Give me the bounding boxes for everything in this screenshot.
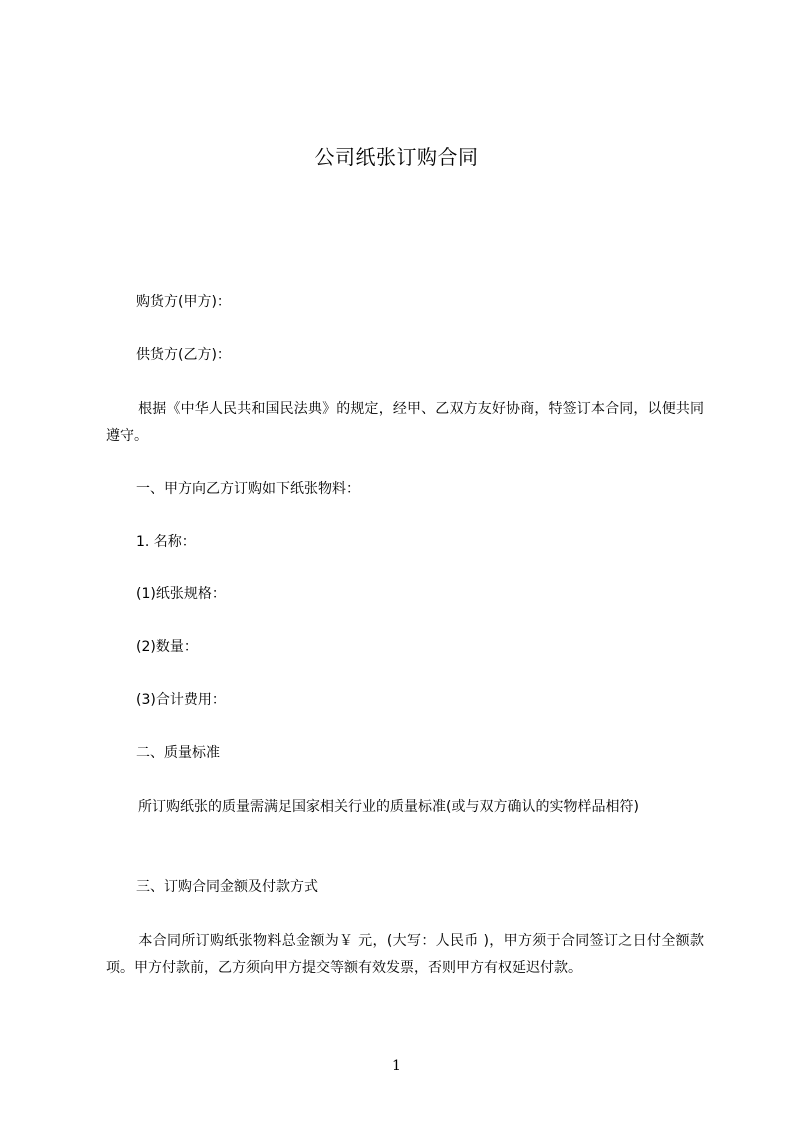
- item-quantity-line: (2)数量：: [136, 639, 198, 655]
- seller-line: 供货方(乙方)：: [136, 347, 231, 363]
- section1-heading: 一、甲方向乙方订购如下纸张物料：: [136, 481, 360, 497]
- section3-heading: 三、订购合同金额及付款方式: [136, 879, 318, 895]
- section2-text: 所订购纸张的质量需满足国家相关行业的质量标准(或与双方确认的实物样品相符): [138, 799, 639, 815]
- item-cost-line: (3)合计费用：: [136, 692, 226, 708]
- document-title: 公司纸张订购合同: [314, 145, 479, 169]
- item-spec-line: (1)纸张规格：: [136, 586, 226, 602]
- intro-paragraph: [106, 396, 704, 450]
- section3-text: 本合同所订购纸张物料总金额为￥ 元，(大写：人民币 )，甲方须于合同签订之日付全额款项。甲方付款前，乙方须向甲方提交等额有效发票，否则甲方有权延迟付款。: [106, 933, 704, 976]
- buyer-line: 购货方(甲方)：: [136, 294, 231, 310]
- page-number: 1: [392, 1058, 401, 1074]
- intro-text: 根据《中华人民共和国民法典》的规定，经甲、乙双方友好协商，特签订本合同，以便共同遵守。: [106, 401, 704, 444]
- section2-paragraph: [106, 794, 704, 821]
- section2-heading: 二、质量标准: [136, 745, 220, 761]
- item-name-line: 1. 名称：: [136, 534, 196, 550]
- section3-paragraph: [106, 928, 704, 982]
